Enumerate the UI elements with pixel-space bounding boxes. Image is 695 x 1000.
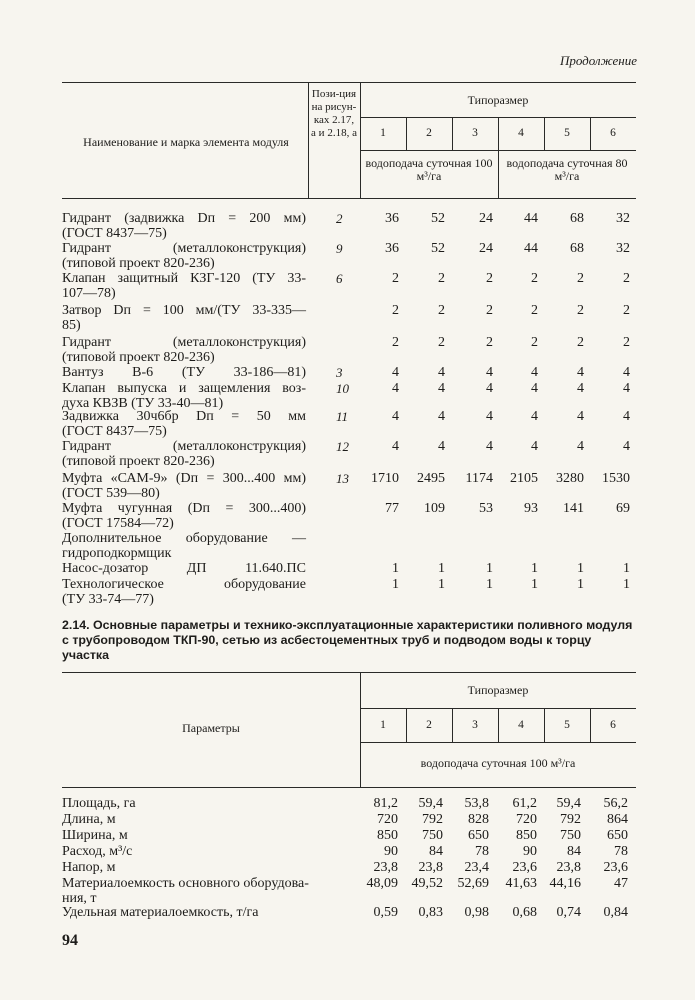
table1-row-name: Гидрант (металлоконструкция) xyxy=(62,335,306,350)
table1-position-header: Пози-ция на рисун-ках 2.17, а и 2.18, а xyxy=(311,88,357,139)
table1-col-number: 2 xyxy=(426,127,432,139)
table1-row-name-cont: (ГОСТ 539—80) xyxy=(62,486,160,501)
table2-row-label: Ширина, м xyxy=(62,828,128,843)
table2-typesize-header: Типоразмер xyxy=(467,683,529,697)
table1-cell-value: 44 xyxy=(524,211,538,226)
table2-cell-value: 650 xyxy=(468,828,489,843)
table1-cell-value: 109 xyxy=(424,501,445,516)
table2-cell-value: 90 xyxy=(384,844,398,859)
table1-cell-value: 1 xyxy=(392,561,399,576)
table1-row-name: Гидрант (металлоконструкция) xyxy=(62,439,306,454)
table1-cell-value: 2 xyxy=(531,303,538,318)
table1-col-number: 1 xyxy=(380,127,386,139)
table1-cell-value: 1 xyxy=(392,577,399,592)
table1-cell-value: 2 xyxy=(438,271,445,286)
table1-cell-value: 1 xyxy=(623,577,630,592)
table1-col-number: 5 xyxy=(564,127,570,139)
table2-cell-value: 23,6 xyxy=(603,860,628,875)
table2-cell-value: 0,84 xyxy=(603,905,628,920)
table1-col-number: 3 xyxy=(472,127,478,139)
table2-row-label: Материалоемкость основного оборудова- xyxy=(62,876,309,891)
table1-cell-value: 1 xyxy=(486,561,493,576)
table1-cell-value: 36 xyxy=(385,241,399,256)
table1-cell-value: 1 xyxy=(531,561,538,576)
table2-cell-value: 78 xyxy=(475,844,489,859)
table2-col-number: 6 xyxy=(610,719,616,731)
table1-row-position: 11 xyxy=(336,409,349,424)
table1-cell-value: 2 xyxy=(623,271,630,286)
table2-row-label: Площадь, га xyxy=(62,796,136,811)
table1-cell-value: 24 xyxy=(479,241,493,256)
table1-cell-value: 2 xyxy=(577,303,584,318)
table1-cell-value: 4 xyxy=(486,365,493,380)
table1-cell-value: 69 xyxy=(616,501,630,516)
table2-cell-value: 23,6 xyxy=(512,860,537,875)
table1-col-sep xyxy=(590,117,591,150)
table2-col-sep xyxy=(452,708,453,742)
table1-row-name: Дополнительное оборудование — xyxy=(62,531,306,546)
table1-vline-2 xyxy=(360,82,361,198)
table1-row-name: Муфта «САМ-9» (Dп = 300...400 мм) xyxy=(62,471,306,486)
table1-row-name-cont: гидроподкормщик xyxy=(62,546,172,561)
table2-col-number: 5 xyxy=(564,719,570,731)
table1-row-name-cont: 107—78) xyxy=(62,286,116,301)
table1-cell-value: 4 xyxy=(486,409,493,424)
table2-cell-value: 0,83 xyxy=(418,905,443,920)
table1-col-sep xyxy=(452,117,453,150)
table1-header-rule xyxy=(62,198,636,199)
table2-cell-value: 78 xyxy=(614,844,628,859)
table1-cell-value: 2 xyxy=(577,271,584,286)
table1-cell-value: 4 xyxy=(438,439,445,454)
table1-cell-value: 53 xyxy=(479,501,493,516)
table1-cell-value: 4 xyxy=(623,439,630,454)
table1-row-position: 6 xyxy=(336,271,343,286)
table2-cell-value: 49,52 xyxy=(411,876,443,891)
table1-cell-value: 2 xyxy=(531,271,538,286)
table1-row-name-cont: (типовой проект 820-236) xyxy=(62,454,215,469)
table1-cell-value: 4 xyxy=(486,381,493,396)
table1-cell-value: 1 xyxy=(486,577,493,592)
table2-row-label: Удельная материалоемкость, т/га xyxy=(62,905,259,920)
table1-cell-value: 4 xyxy=(486,439,493,454)
table2-col-number: 2 xyxy=(426,719,432,731)
table1-cell-value: 4 xyxy=(577,381,584,396)
table1-cell-value: 1710 xyxy=(371,471,399,486)
table1-row-name-cont: (ТУ 33-74—77) xyxy=(62,592,154,607)
table2-cell-value: 720 xyxy=(516,812,537,827)
table2-cell-value: 47 xyxy=(614,876,628,891)
table1-row-name: Насос-дозатор ДП 11.640.ПС xyxy=(62,561,306,576)
table1-row-name-cont: духа КВЗВ (ТУ 33-40—81) xyxy=(62,396,224,411)
table2-cell-value: 61,2 xyxy=(512,796,537,811)
table1-row-name-cont: (ГОСТ 17584—72) xyxy=(62,516,174,531)
table1-cell-value: 1 xyxy=(438,577,445,592)
table1-cell-value: 2495 xyxy=(417,471,445,486)
table2-cell-value: 23,4 xyxy=(464,860,489,875)
table1-cell-value: 4 xyxy=(577,439,584,454)
table1-cell-value: 4 xyxy=(438,365,445,380)
table1-group1-header: водоподача суточная 100 м³/га xyxy=(365,156,493,183)
table1-cell-value: 1 xyxy=(438,561,445,576)
table1-row-name: Гидрант (задвижка Dп = 200 мм) xyxy=(62,211,306,226)
table1-group2-header: водоподача суточная 80 м³/га xyxy=(506,156,628,183)
table1-cell-value: 4 xyxy=(623,365,630,380)
table1-cell-value: 52 xyxy=(431,241,445,256)
table1-cell-value: 1 xyxy=(577,561,584,576)
table1-col-sep xyxy=(498,117,499,198)
table1-cell-value: 2 xyxy=(531,335,538,350)
table2-cell-value: 750 xyxy=(560,828,581,843)
table1-cell-value: 93 xyxy=(524,501,538,516)
table1-cell-value: 4 xyxy=(392,439,399,454)
table2-col-number: 3 xyxy=(472,719,478,731)
table1-cell-value: 2 xyxy=(623,335,630,350)
table2-params-header: Параметры xyxy=(182,721,240,735)
table2-cell-value: 23,8 xyxy=(373,860,398,875)
table1-cell-value: 4 xyxy=(623,409,630,424)
table1-cell-value: 4 xyxy=(531,365,538,380)
table1-col-sep xyxy=(406,117,407,150)
table2-cell-value: 44,16 xyxy=(549,876,581,891)
table1-cell-value: 2 xyxy=(438,303,445,318)
table2-cell-value: 59,4 xyxy=(556,796,581,811)
table1-cell-value: 141 xyxy=(563,501,584,516)
table2-cell-value: 850 xyxy=(516,828,537,843)
table1-cell-value: 2 xyxy=(392,335,399,350)
table1-cell-value: 2 xyxy=(486,335,493,350)
table2-cell-value: 0,74 xyxy=(556,905,581,920)
table1-cell-value: 1 xyxy=(623,561,630,576)
table1-row-name: Клапан выпуска и защемления воз- xyxy=(62,381,306,396)
table2-cell-value: 81,2 xyxy=(373,796,398,811)
table2-cell-value: 48,09 xyxy=(366,876,398,891)
table2-cell-value: 53,8 xyxy=(464,796,489,811)
table2-cell-value: 792 xyxy=(560,812,581,827)
table1-cell-value: 3280 xyxy=(556,471,584,486)
table2-top-rule xyxy=(62,672,636,673)
table1-cell-value: 2 xyxy=(392,271,399,286)
table1-cell-value: 4 xyxy=(392,365,399,380)
table1-row-name: Клапан защитный КЗГ-120 (ТУ 33- xyxy=(62,271,306,286)
table1-row-name-cont: (типовой проект 820-236) xyxy=(62,350,215,365)
table1-cell-value: 4 xyxy=(438,381,445,396)
table2-cell-value: 828 xyxy=(468,812,489,827)
table2-col-sep xyxy=(544,708,545,742)
table1-row-name: Затвор Dп = 100 мм/(ТУ 33-335— xyxy=(62,303,306,318)
table1-col-sep xyxy=(544,117,545,150)
table1-cell-value: 4 xyxy=(531,439,538,454)
table1-row-name-cont: (ГОСТ 8437—75) xyxy=(62,226,167,241)
table2-cell-value: 0,68 xyxy=(512,905,537,920)
table1-cell-value: 4 xyxy=(392,381,399,396)
table1-cell-value: 2 xyxy=(486,271,493,286)
table1-cell-value: 2 xyxy=(486,303,493,318)
table2-col-sep xyxy=(590,708,591,742)
table2-cell-value: 41,63 xyxy=(505,876,537,891)
table1-cell-value: 32 xyxy=(616,211,630,226)
table1-vline-1 xyxy=(308,82,309,198)
table1-row-name: Технологическое оборудование xyxy=(62,577,306,592)
table1-row-position: 10 xyxy=(336,381,349,396)
table2-cell-value: 52,69 xyxy=(457,876,489,891)
table1-cell-value: 68 xyxy=(570,211,584,226)
table2-sub-rule-2 xyxy=(360,742,636,743)
table2-cell-value: 750 xyxy=(422,828,443,843)
table1-name-header: Наименование и марка элемента модуля xyxy=(83,135,289,149)
table2-cell-value: 84 xyxy=(429,844,443,859)
table2-cell-value: 23,8 xyxy=(556,860,581,875)
table1-row-name: Муфта чугунная (Dп = 300...400) xyxy=(62,501,306,516)
table1-row-name-cont: 85) xyxy=(62,318,81,333)
table2-cell-value: 59,4 xyxy=(418,796,443,811)
table1-row-name: Гидрант (металлоконструкция) xyxy=(62,241,306,256)
table1-cell-value: 4 xyxy=(577,409,584,424)
table2-col-number: 4 xyxy=(518,719,524,731)
table1-row-position: 2 xyxy=(336,211,343,226)
table2-cell-value: 792 xyxy=(422,812,443,827)
table1-cell-value: 4 xyxy=(531,409,538,424)
table1-cell-value: 1 xyxy=(577,577,584,592)
table2-cell-value: 0,59 xyxy=(373,905,398,920)
table2-header-rule xyxy=(62,787,636,788)
table1-col-number: 6 xyxy=(610,127,616,139)
table1-cell-value: 44 xyxy=(524,241,538,256)
table2-group-header: водоподача суточная 100 м³/га xyxy=(420,756,576,770)
table2-col-sep xyxy=(498,708,499,742)
table2-col-number: 1 xyxy=(380,719,386,731)
table1-row-name: Вантуз В-6 (ТУ 33-186—81) xyxy=(62,365,306,380)
table2-cell-value: 0,98 xyxy=(464,905,489,920)
table1-cell-value: 4 xyxy=(438,409,445,424)
table1-row-name: Задвижка 30ч6бр Dп = 50 мм xyxy=(62,409,306,424)
table1-cell-value: 2 xyxy=(623,303,630,318)
table1-row-position: 13 xyxy=(336,471,349,486)
table1-cell-value: 2 xyxy=(577,335,584,350)
table1-cell-value: 77 xyxy=(385,501,399,516)
table2-cell-value: 864 xyxy=(607,812,628,827)
table1-cell-value: 36 xyxy=(385,211,399,226)
table1-typesize-header: Типоразмер xyxy=(467,93,529,107)
table1-cell-value: 32 xyxy=(616,241,630,256)
table1-top-rule xyxy=(62,82,636,83)
table2-cell-value: 84 xyxy=(567,844,581,859)
table2-row-label-cont: ния, т xyxy=(62,891,97,906)
table2-cell-value: 56,2 xyxy=(603,796,628,811)
table1-row-name-cont: (типовой проект 820-236) xyxy=(62,256,215,271)
section-title: 2.14. Основные параметры и технико-эксплуатационные характеристики поливного модуля с трубопроводом ТКП-90, сетью из асбестоцементных труб и подводом воды к торцу участка xyxy=(62,618,633,662)
table1-cell-value: 2105 xyxy=(510,471,538,486)
table1-cell-value: 1174 xyxy=(465,471,493,486)
table2-cell-value: 90 xyxy=(523,844,537,859)
table1-cell-value: 1 xyxy=(531,577,538,592)
table1-cell-value: 2 xyxy=(438,335,445,350)
table1-row-position: 3 xyxy=(336,365,343,380)
table1-cell-value: 24 xyxy=(479,211,493,226)
table2-cell-value: 850 xyxy=(377,828,398,843)
table2-col-sep xyxy=(406,708,407,742)
table1-cell-value: 4 xyxy=(531,381,538,396)
table1-cell-value: 52 xyxy=(431,211,445,226)
table1-row-name-cont: (ГОСТ 8437—75) xyxy=(62,424,167,439)
table2-row-label: Длина, м xyxy=(62,812,116,827)
table2-cell-value: 23,8 xyxy=(418,860,443,875)
table1-cell-value: 1530 xyxy=(602,471,630,486)
table1-row-position: 12 xyxy=(336,439,349,454)
table1-cell-value: 4 xyxy=(577,365,584,380)
table2-cell-value: 720 xyxy=(377,812,398,827)
continued-label: Продолжение xyxy=(559,53,637,68)
table2-row-label: Расход, м³/с xyxy=(62,844,133,859)
table1-cell-value: 4 xyxy=(392,409,399,424)
table1-cell-value: 2 xyxy=(392,303,399,318)
table1-cell-value: 4 xyxy=(623,381,630,396)
table1-row-position: 9 xyxy=(336,241,343,256)
table1-cell-value: 68 xyxy=(570,241,584,256)
table2-cell-value: 650 xyxy=(607,828,628,843)
page-number: 94 xyxy=(62,932,78,949)
table2-vline-1 xyxy=(360,672,361,787)
table2-row-label: Напор, м xyxy=(62,860,116,875)
table1-col-number: 4 xyxy=(518,127,524,139)
